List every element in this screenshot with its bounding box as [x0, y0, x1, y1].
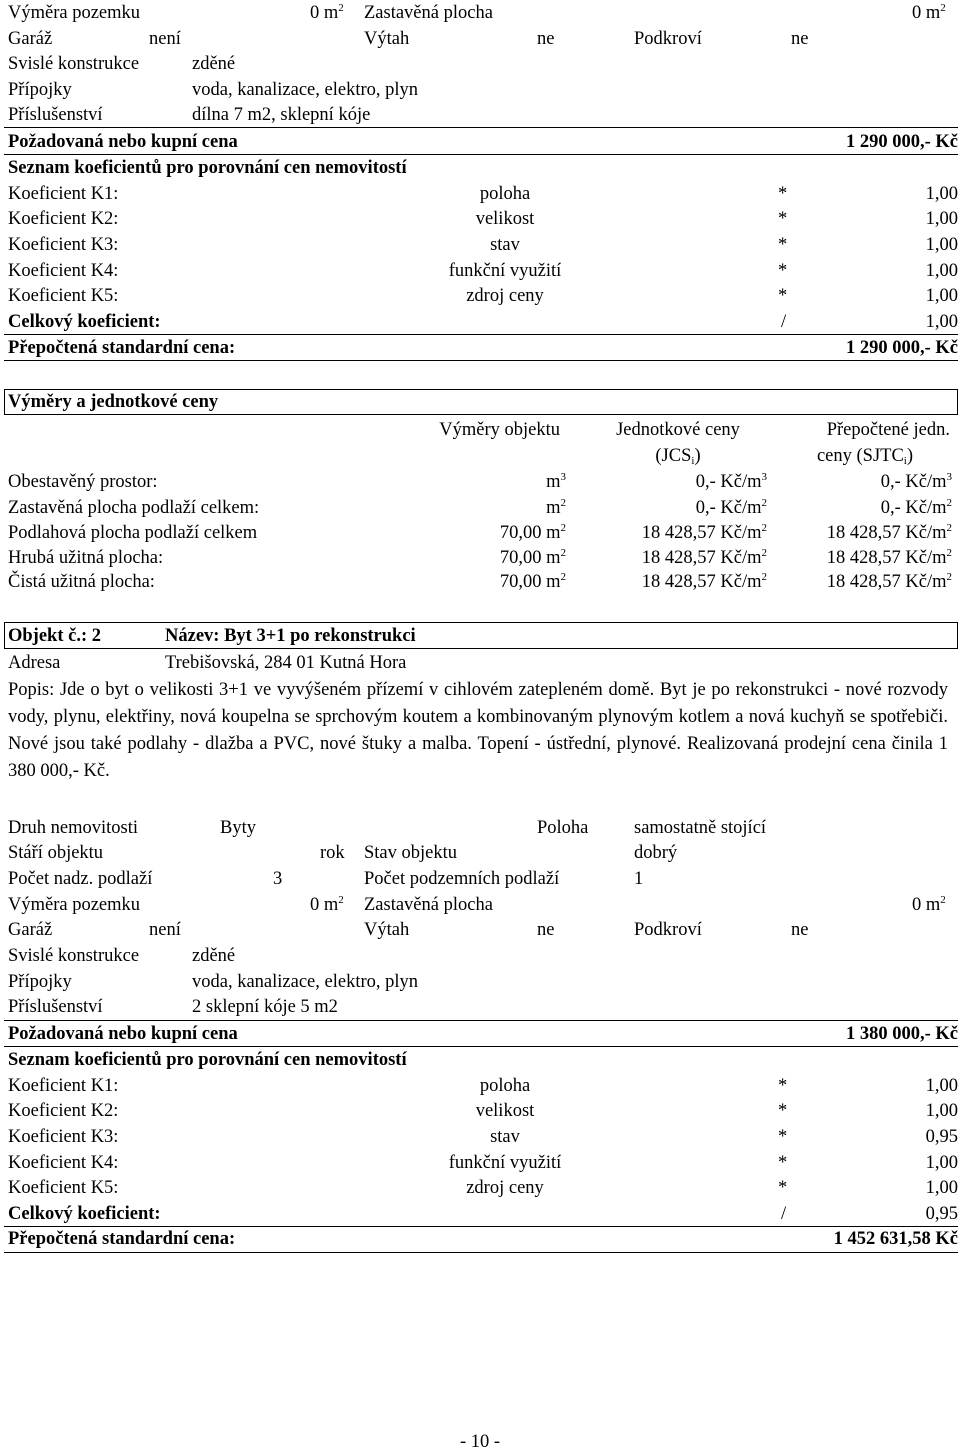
vytah-value: ne [537, 29, 555, 49]
col-header-jcs [600, 445, 756, 467]
pocet-nadz-label: Počet nadz. podlaží [8, 869, 153, 889]
prepoctena-cena-value: 1 452 631,58 Kč [833, 1229, 958, 1249]
cell-text: 0,- Kč/m [880, 498, 947, 518]
row-label: Hrubá užitná plocha: [8, 548, 164, 568]
sup: 2 [761, 497, 767, 509]
zastavena-plocha-label: Zastavěná plocha [364, 895, 493, 915]
koeficient-operator: * [778, 1101, 788, 1121]
divider [4, 334, 958, 335]
cell-jcs [642, 547, 767, 569]
objekt-cislo-label: Objekt č. [8, 626, 81, 646]
cell-text: 18 428,57 Kč/m [641, 523, 762, 543]
adresa-label: Adresa [8, 653, 61, 673]
zastavena-plocha-value [912, 894, 946, 916]
col-header-vymery: Výměry objektu [439, 420, 560, 440]
sup: 2 [761, 547, 767, 559]
cell-vymera [546, 497, 566, 519]
stav-objektu-label: Stav objektu [364, 843, 458, 863]
sub: i [691, 455, 695, 467]
koeficient-value: 0,95 [925, 1127, 958, 1147]
objekt-nazev [165, 625, 416, 647]
poloha-label: Poloha [537, 818, 589, 838]
vymery-title: Výměry a jednotkové ceny [8, 392, 219, 412]
objekt-nazev-label: Název: [165, 626, 220, 646]
koeficient-name: zdroj ceny [466, 1178, 544, 1198]
pripojky-label: Přípojky [8, 972, 72, 992]
objekt-header-box [4, 622, 958, 649]
vymera-pozemku-label: Výměra pozemku [8, 895, 141, 915]
objekt-nazev-value: Byt 3+1 po rekonstrukci [224, 626, 416, 646]
koeficient-name: poloha [479, 1076, 531, 1096]
col-header-jcs-close: ) [694, 446, 701, 466]
sup: 2 [560, 547, 566, 559]
koeficient-label: Koeficient K2: [8, 209, 119, 229]
popis-paragraph: Popis: Jde o byt o velikosti 3+1 ve vyvýšeném přízemí v cihlovém zatepleném domě. Byt je po rekonstrukci - nové rozvody vody, plynu, elektřiny, nová koupelna se sprchovým koutem a kombinovaným plynovým kotlem a nová kuchyň se spotřebiči. Nové jsou také podlahy - dlažba a PVC, nové štuky a malba. Topení - ústřední, plynové. Realizovaná prodejní cena činila 1 380 000,- Kč. [8, 680, 948, 781]
row-label: Zastavěná plocha podlaží celkem: [8, 498, 260, 518]
koeficient-value: 1,00 [925, 235, 958, 255]
koeficient-label: Koeficient K5: [8, 286, 119, 306]
podkrovi-label: Podkroví [634, 29, 702, 49]
sup: 2 [946, 571, 952, 583]
row-label: Čistá užitná plocha: [8, 572, 155, 592]
cell-text: 18 428,57 Kč/m [641, 572, 762, 592]
cell-vymera [546, 471, 566, 493]
zastavena-plocha-value [912, 2, 946, 24]
koeficient-value: 1,00 [925, 286, 958, 306]
divider [4, 154, 958, 155]
koeficient-name: funkční využití [448, 1153, 562, 1173]
koeficient-operator: * [778, 1178, 788, 1198]
vytah-label: Výtah [364, 29, 410, 49]
cell-sjtc [827, 522, 952, 544]
koeficient-label: Koeficient K4: [8, 261, 119, 281]
divider [4, 1252, 958, 1253]
koeficient-name: zdroj ceny [466, 286, 544, 306]
prepoctena-cena-label: Přepočtená standardní cena: [8, 338, 236, 358]
druh-nemovitosti-label: Druh nemovitosti [8, 818, 139, 838]
zastavena-plocha-value-text: 0 m [912, 3, 941, 23]
cell-sjtc [881, 471, 952, 493]
stari-objektu-value: rok [320, 843, 345, 863]
koeficient-name: poloha [479, 184, 531, 204]
celkovy-koeficient-operator: / [781, 1204, 787, 1224]
row-label: Obestavěný prostor: [8, 472, 158, 492]
pripojky-label: Přípojky [8, 80, 72, 100]
koeficient-value: 1,00 [925, 1101, 958, 1121]
pocet-nadz-value: 3 [273, 869, 283, 889]
koeficient-label: Koeficient K2: [8, 1101, 119, 1121]
koeficient-value: 1,00 [925, 261, 958, 281]
svisle-konstrukce-label: Svislé konstrukce [8, 54, 140, 74]
celkovy-koeficient-label: Celkový koeficient: [8, 312, 161, 332]
seznam-koeficientu-label: Seznam koeficientů pro porovnání cen nemovitostí [8, 1050, 407, 1070]
sup: 2 [761, 522, 767, 534]
prepoctena-cena-value: 1 290 000,- Kč [845, 338, 958, 358]
sup: 2 [338, 2, 344, 14]
pripojky-value: voda, kanalizace, elektro, plyn [192, 80, 419, 100]
prislusenstvi-value: dílna 7 m2, sklepní kóje [192, 105, 371, 125]
garaz-label: Garáž [8, 920, 53, 940]
sup: 2 [946, 497, 952, 509]
row-label: Podlahová plocha podlaží celkem [8, 523, 258, 543]
stav-objektu-value: dobrý [634, 843, 678, 863]
cell-jcs [642, 571, 767, 593]
sup: 2 [338, 894, 344, 906]
koeficient-operator: * [778, 1127, 788, 1147]
pocet-podz-value: 1 [634, 869, 644, 889]
sup: 2 [940, 2, 946, 14]
koeficient-operator: * [778, 286, 788, 306]
prislusenstvi-label: Příslušenství [8, 997, 103, 1017]
objekt-cislo-value: : 2 [80, 626, 102, 646]
cell-jcs [642, 522, 767, 544]
koeficient-operator: * [778, 1153, 788, 1173]
vymera-pozemku-value [310, 2, 344, 24]
celkovy-koeficient-operator: / [781, 312, 787, 332]
koeficient-name: velikost [475, 209, 535, 229]
sup: 2 [946, 547, 952, 559]
divider [4, 1020, 958, 1021]
cell-text: 0,- Kč/m [880, 472, 947, 492]
koeficient-name: funkční využití [448, 261, 562, 281]
sup: 2 [940, 894, 946, 906]
pozadovana-cena-value: 1 290 000,- Kč [845, 132, 958, 152]
cell-text: 18 428,57 Kč/m [826, 572, 947, 592]
zastavena-plocha-value-text: 0 m [912, 895, 941, 915]
vytah-label: Výtah [364, 920, 410, 940]
pozadovana-cena-label: Požadovaná nebo kupní cena [8, 1024, 238, 1044]
koeficient-label: Koeficient K4: [8, 1153, 119, 1173]
sup: 2 [761, 571, 767, 583]
page-number: - 10 - [459, 1432, 501, 1452]
cell-text: 0,- Kč/m [695, 498, 762, 518]
podkrovi-label: Podkroví [634, 920, 702, 940]
divider [4, 1226, 958, 1227]
koeficient-name: stav [490, 235, 520, 255]
cell-jcs [696, 471, 767, 493]
col-header-sjtc-text: ceny (SJTC [816, 446, 904, 466]
poloha-value: samostatně stojící [634, 818, 767, 838]
celkovy-koeficient-label: Celkový koeficient: [8, 1204, 161, 1224]
sup: 3 [946, 471, 952, 483]
celkovy-koeficient-value: 1,00 [925, 312, 958, 332]
stari-objektu-label: Stáří objektu [8, 843, 104, 863]
cell-text: 0,- Kč/m [695, 472, 762, 492]
koeficient-operator: * [778, 1076, 788, 1096]
druh-nemovitosti-value: Byty [220, 818, 256, 838]
koeficient-value: 1,00 [925, 209, 958, 229]
col-header-sjtc [790, 445, 940, 467]
koeficient-value: 1,00 [925, 1178, 958, 1198]
sup: 2 [560, 522, 566, 534]
cell-text: m [546, 498, 561, 518]
divider [4, 360, 958, 361]
col-header-jcs-text: (JCS [655, 446, 692, 466]
koeficient-value: 1,00 [925, 1153, 958, 1173]
vytah-value: ne [537, 920, 555, 940]
koeficient-value: 1,00 [925, 1076, 958, 1096]
koeficient-label: Koeficient K3: [8, 235, 119, 255]
cell-text: 18 428,57 Kč/m [826, 523, 947, 543]
cell-vymera [500, 571, 566, 593]
cell-text: 70,00 m [499, 523, 561, 543]
divider [4, 1046, 958, 1047]
podkrovi-value: ne [791, 920, 809, 940]
garaz-label: Garáž [8, 29, 53, 49]
pozadovana-cena-value: 1 380 000,- Kč [845, 1024, 958, 1044]
zastavena-plocha-label: Zastavěná plocha [364, 3, 493, 23]
sup: 2 [946, 522, 952, 534]
objekt-cislo [8, 625, 101, 647]
koeficient-label: Koeficient K5: [8, 1178, 119, 1198]
cell-text: 70,00 m [499, 548, 561, 568]
koeficient-name: velikost [475, 1101, 535, 1121]
koeficient-label: Koeficient K1: [8, 184, 119, 204]
cell-jcs [696, 497, 767, 519]
koeficient-label: Koeficient K3: [8, 1127, 119, 1147]
col-header-prepoctene: Přepočtené jedn. [826, 420, 950, 440]
koeficient-value: 1,00 [925, 184, 958, 204]
sup: 3 [560, 471, 566, 483]
koeficient-name: stav [490, 1127, 520, 1147]
sup: 3 [761, 471, 767, 483]
pripojky-value: voda, kanalizace, elektro, plyn [192, 972, 419, 992]
celkovy-koeficient-value: 0,95 [925, 1204, 958, 1224]
svisle-konstrukce-value: zděné [192, 54, 236, 74]
vymera-pozemku-value-text: 0 m [310, 3, 339, 23]
cell-sjtc [827, 571, 952, 593]
sub: i [903, 455, 907, 467]
koeficient-operator: * [778, 261, 788, 281]
pozadovana-cena-label: Požadovaná nebo kupní cena [8, 132, 238, 152]
svisle-konstrukce-label: Svislé konstrukce [8, 946, 140, 966]
podkrovi-value: ne [791, 29, 809, 49]
seznam-koeficientu-label: Seznam koeficientů pro porovnání cen nemovitostí [8, 158, 407, 178]
vymera-pozemku-label: Výměra pozemku [8, 3, 141, 23]
pocet-podz-label: Počet podzemních podlaží [364, 869, 560, 889]
prislusenstvi-label: Příslušenství [8, 105, 103, 125]
cell-text: 18 428,57 Kč/m [826, 548, 947, 568]
divider [4, 127, 958, 128]
cell-vymera [500, 522, 566, 544]
cell-sjtc [827, 547, 952, 569]
col-header-jednotkove: Jednotkové ceny [616, 420, 740, 440]
garaz-value: není [149, 29, 181, 49]
cell-vymera [500, 547, 566, 569]
garaz-value: není [149, 920, 181, 940]
adresa-value: Trebišovská, 284 01 Kutná Hora [165, 653, 407, 673]
cell-text: 18 428,57 Kč/m [641, 548, 762, 568]
sup: 2 [560, 497, 566, 509]
cell-sjtc [881, 497, 952, 519]
prepoctena-cena-label: Přepočtená standardní cena: [8, 1229, 236, 1249]
cell-text: m [546, 472, 561, 492]
koeficient-operator: * [778, 184, 788, 204]
koeficient-operator: * [778, 209, 788, 229]
cell-text: 70,00 m [499, 572, 561, 592]
vymera-pozemku-value [310, 894, 344, 916]
svisle-konstrukce-value: zděné [192, 946, 236, 966]
prislusenstvi-value: 2 sklepní kóje 5 m2 [192, 997, 338, 1017]
koeficient-operator: * [778, 235, 788, 255]
col-header-sjtc-close: ) [906, 446, 914, 466]
vymera-pozemku-value-text: 0 m [310, 895, 339, 915]
sup: 2 [560, 571, 566, 583]
koeficient-label: Koeficient K1: [8, 1076, 119, 1096]
